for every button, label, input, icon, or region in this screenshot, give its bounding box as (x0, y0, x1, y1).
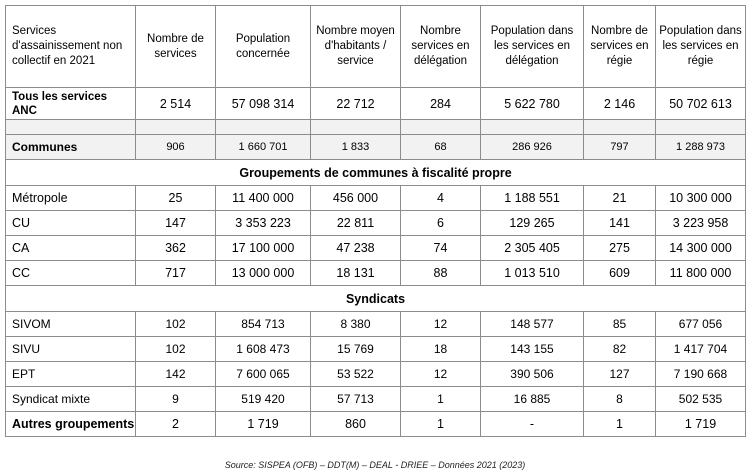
table-row (6, 362, 746, 387)
table-cell: 275 (584, 236, 656, 261)
section-header-syndicats (6, 286, 746, 312)
empty-cell (311, 120, 401, 135)
table-cell: 8 (584, 387, 656, 412)
table-cell: 18 (401, 337, 481, 362)
table-cell: 519 420 (216, 387, 311, 412)
table-cell: 3 223 958 (656, 211, 746, 236)
table-cell: 1 (401, 412, 481, 437)
table-cell: 2 (136, 412, 216, 437)
table-row (6, 312, 746, 337)
table-cell: 609 (584, 261, 656, 286)
header-cell: Population dans les services en régie (656, 6, 746, 88)
table-row (6, 387, 746, 412)
table-cell: 1 719 (216, 412, 311, 437)
header-cell: Nombre services en délégation (401, 6, 481, 88)
empty-cell (481, 120, 584, 135)
row-label: Autres groupements (6, 412, 136, 437)
table-row-total (6, 88, 746, 120)
table-cell: 102 (136, 312, 216, 337)
table-cell: 82 (584, 337, 656, 362)
table-cell: 7 600 065 (216, 362, 311, 387)
table-cell: 797 (584, 135, 656, 160)
table-cell: 85 (584, 312, 656, 337)
empty-cell (216, 120, 311, 135)
table-cell: 147 (136, 211, 216, 236)
table-cell: 8 380 (311, 312, 401, 337)
table-cell: 148 577 (481, 312, 584, 337)
table-cell: 22 712 (311, 88, 401, 120)
table-cell: 102 (136, 337, 216, 362)
table-cell: 3 353 223 (216, 211, 311, 236)
empty-cell (6, 120, 136, 135)
empty-cell (584, 120, 656, 135)
table-cell: 57 098 314 (216, 88, 311, 120)
table-cell: 1 (401, 387, 481, 412)
table-cell: 2 514 (136, 88, 216, 120)
table-cell: 6 (401, 211, 481, 236)
section-title: Syndicats (6, 286, 746, 312)
table-cell: 7 190 668 (656, 362, 746, 387)
table-row-autres (6, 412, 746, 437)
table-cell: 88 (401, 261, 481, 286)
table-cell: 12 (401, 362, 481, 387)
row-label: SIVU (6, 337, 136, 362)
table-cell: 1 833 (311, 135, 401, 160)
table-cell: 141 (584, 211, 656, 236)
empty-cell (136, 120, 216, 135)
header-cell: Population concernée (216, 6, 311, 88)
table-row-communes (6, 135, 746, 160)
table-cell: 1 013 510 (481, 261, 584, 286)
header-cell: Services d'assainissement non collectif en 2021 (6, 6, 136, 88)
table-cell: 127 (584, 362, 656, 387)
table-cell: 129 265 (481, 211, 584, 236)
section-header-groupements (6, 160, 746, 186)
table-cell: 677 056 (656, 312, 746, 337)
row-label: CA (6, 236, 136, 261)
table-row (6, 186, 746, 211)
row-label: Syndicat mixte (6, 387, 136, 412)
table-cell: 21 (584, 186, 656, 211)
table-cell: 50 702 613 (656, 88, 746, 120)
table-cell: 456 000 (311, 186, 401, 211)
table-cell: 142 (136, 362, 216, 387)
table-cell: 1 608 473 (216, 337, 311, 362)
header-cell: Nombre de services (136, 6, 216, 88)
table-cell: 717 (136, 261, 216, 286)
table-row (6, 337, 746, 362)
table-cell: 362 (136, 236, 216, 261)
row-label: Communes (6, 135, 136, 160)
table-cell: 47 238 (311, 236, 401, 261)
table-cell: 9 (136, 387, 216, 412)
table-row (6, 236, 746, 261)
table-row (6, 261, 746, 286)
table-cell: 5 622 780 (481, 88, 584, 120)
table-cell: 1 719 (656, 412, 746, 437)
table-cell: 57 713 (311, 387, 401, 412)
table-cell: 18 131 (311, 261, 401, 286)
header-cell: Nombre moyen d'habitants / service (311, 6, 401, 88)
table-row (6, 211, 746, 236)
table-cell: 284 (401, 88, 481, 120)
table-cell: 2 146 (584, 88, 656, 120)
table-cell: 13 000 000 (216, 261, 311, 286)
header-row (6, 6, 746, 88)
table-cell: 25 (136, 186, 216, 211)
table-cell: 17 100 000 (216, 236, 311, 261)
table-cell: 16 885 (481, 387, 584, 412)
header-cell: Population dans les services en délégation (481, 6, 584, 88)
table-cell: 11 800 000 (656, 261, 746, 286)
table-cell: - (481, 412, 584, 437)
header-cell: Nombre de services en régie (584, 6, 656, 88)
empty-cell (656, 120, 746, 135)
table-cell: 390 506 (481, 362, 584, 387)
table-cell: 22 811 (311, 211, 401, 236)
table-cell: 854 713 (216, 312, 311, 337)
table-cell: 10 300 000 (656, 186, 746, 211)
empty-cell (401, 120, 481, 135)
table-cell: 12 (401, 312, 481, 337)
table-cell: 1 (584, 412, 656, 437)
table-cell: 4 (401, 186, 481, 211)
table-cell: 74 (401, 236, 481, 261)
row-label: CU (6, 211, 136, 236)
table-cell: 11 400 000 (216, 186, 311, 211)
table-cell: 860 (311, 412, 401, 437)
section-title: Groupements de communes à fiscalité propre (6, 160, 746, 186)
anc-services-table (5, 5, 746, 437)
row-label: SIVOM (6, 312, 136, 337)
row-label: Métropole (6, 186, 136, 211)
table-cell: 286 926 (481, 135, 584, 160)
table-row-spacer (6, 120, 746, 135)
table-cell: 15 769 (311, 337, 401, 362)
source-caption: Source: SISPEA (OFB) – DDT(M) – DEAL - DRIEE – Données 2021 (2023) (224, 460, 526, 470)
table-cell: 143 155 (481, 337, 584, 362)
table-cell: 502 535 (656, 387, 746, 412)
row-label: EPT (6, 362, 136, 387)
table-cell: 1 417 704 (656, 337, 746, 362)
table-cell: 1 660 701 (216, 135, 311, 160)
row-label: Tous les services ANC (6, 88, 136, 120)
table-cell: 1 188 551 (481, 186, 584, 211)
table-cell: 906 (136, 135, 216, 160)
table-cell: 1 288 973 (656, 135, 746, 160)
table-cell: 2 305 405 (481, 236, 584, 261)
table-cell: 14 300 000 (656, 236, 746, 261)
table-cell: 53 522 (311, 362, 401, 387)
table-cell: 68 (401, 135, 481, 160)
row-label: CC (6, 261, 136, 286)
